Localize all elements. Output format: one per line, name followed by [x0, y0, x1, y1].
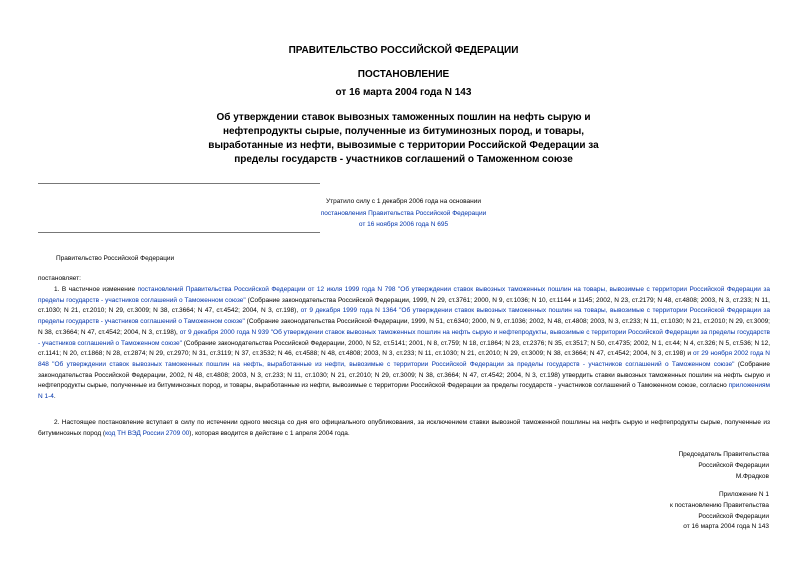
p1-text-5: (Собрание законодательства Российской Федерации, 2002, N 48, ст.4808; 2003, N 3, ст.233; N 11, ст.1030; N 21, ст.2010; N 29, ст.3009; N 38, ст.3664; N 47, ст.4542; 2004, N 3, ст.198) утвердить ставки вывозных таможенных пошлин на нефть сырую и нефтепродукты сырые, полученные из битуминозных пород, и товары, выработанные из нефти, вывозимые с территории Российской Федерации за пределы государств - участников соглашений о Таможенном союзе, согласно: [38, 360, 770, 390]
status-note: [260, 196, 547, 231]
p1-text-3: (Собрание законодательства Российской Федерации, 1999, N 51, ст.6340; 2000, N 9, ст.1036; 2002, N 48, ст.4808; 2003, N 3, ст.233; N 11, ст.1030; N 21, ст.2010; N 29, ст.3009; N 38, ст.3664; N 47, ст.4542; 2004, N 3, ст.198),: [38, 318, 770, 336]
p2-text-2: ), которая вводится в действие с 1 апреля 2004 года.: [189, 429, 350, 437]
decree-848-link[interactable]: от 29 ноября 2002 года N 848 "Об утверждении ставок вывозных таможенных пошлин на нефть, выработанные из нефти, вывозимые с территории Российской Федерации за пределы государств - участников соглашений о Таможенном союзе": [38, 350, 770, 368]
issuer-heading: ПРАВИТЕЛЬСТВО РОССИЙСКОЙ ФЕДЕРАЦИИ: [288, 45, 519, 56]
appendices-link[interactable]: приложениям N 1-4: [38, 382, 770, 401]
decree-1364-link[interactable]: от 9 декабря 1999 года N 1364 "Об утверждении ставок вывозных таможенных пошлин на товары, вывозимые с территории Российской Федерации за пределы государств - участников соглашений о Таможенном союзе": [38, 307, 770, 326]
p1-text-6: .: [53, 393, 56, 401]
document-type: ПОСТАНОВЛЕНИЕ: [357, 69, 450, 80]
p1-text-2: (Собрание законодательства Российской Федерации, 1999, N 29, ст.3761; 2000, N 9, ст.1036; N 10, ст.1144 и 1145; 2002, N 23, ст.2179; N 48, ст.4808; 2003, N 3, ст.233; N 11, ст.1030; N 21, ст.2010; N 29, ст.3009; N 38, ст.3664; N 47, ст.4542; 2004, N 3, ст.198),: [38, 296, 770, 315]
separator-bottom: [38, 232, 320, 233]
appendix-ref: к постановлению Правительства: [669, 501, 769, 509]
appendix-date: от 16 марта 2004 года N 143: [683, 523, 769, 531]
p1-text-4: (Собрание законодательства Российской Федерации, 2000, N 52, ст.5141; 2001, N 8, ст.759; N 18, ст.1864; N 23, ст.2376; N 35, ст.3517; N 50, ст.4735; 2002, N 1, ст.44; N 4, ст.326; N 5, ст.536; N 12, ст.1141; N 20, ст.1868; N 28, ст.2874; N 29, ст.2970; N 31, ст.3119; N 37, ст.3532; N 46, ст.4588; N 48, ст.4808; 2003, N 3, ст.233; N 11, ст.1030; N 21, ст.2010; N 29, ст.3009; N 38, ст.3664; N 47, ст.4542; 2004, N 3, ст.198) и: [38, 339, 770, 358]
signatory-country: Российской Федерации: [698, 461, 769, 469]
decrees-word: постановляет:: [38, 275, 81, 282]
signatory-name: М.Фрадков: [735, 472, 769, 480]
repeal-decree-date-link[interactable]: от 16 ноября 2006 года N 695: [358, 221, 449, 228]
status-line: Утратило силу с 1 декабря 2006 года на основании: [325, 198, 481, 205]
document-date-number: от 16 марта 2004 года N 143: [335, 87, 472, 98]
repeal-decree-link[interactable]: постановления Правительства Российской Федерации: [320, 209, 487, 217]
preamble: Правительство Российской Федерации: [56, 255, 175, 262]
separator-top: [38, 183, 320, 184]
appendix-country: Российской Федерации: [698, 512, 769, 520]
p1-text-1: 1. В частичное изменение: [54, 286, 138, 293]
tn-ved-code-link[interactable]: код ТН ВЭД России 2709 00: [105, 429, 190, 437]
signatory-title: Председатель Правительства: [678, 451, 769, 458]
appendix-block: [670, 490, 769, 533]
paragraph-1: [38, 285, 770, 403]
document-title: Об утверждении ставок вывозных таможенных пошлин на нефть сырую и нефтепродукты сырые, полученные из битуминозных пород, и товары, выработанные из нефти, вывозимые с территории Российской Федерации за пределы государств - участников соглашений о Таможенном союзе: [208, 112, 599, 165]
paragraph-2: [38, 418, 770, 439]
signature-block: [678, 450, 769, 482]
appendix-number: Приложение N 1: [718, 491, 769, 498]
decree-798-link[interactable]: постановлений Правительства Российской Федерации от 12 июля 1999 года N 798 "Об утверждении ставок вывозных таможенных пошлин на товары, вывозимые с территории Российской Федерации за пределы государств - участников соглашений о Таможенном союзе": [38, 286, 771, 304]
decree-939-link[interactable]: от 9 декабря 2000 года N 939 "Об утверждении ставок вывозных таможенных пошлин на нефть сырую и нефтепродукты, вывозимые с территории Российской Федерации за пределы государств - участников соглашений о Таможенном союзе": [38, 328, 770, 347]
p2-text-1: 2. Настоящее постановление вступает в силу по истечении одного месяца со дня его официального опубликования, за исключением ставки вывозной таможенной пошлины на нефть сырую и нефтепродукты сырые, полученные из битуминозных пород (: [38, 419, 770, 437]
